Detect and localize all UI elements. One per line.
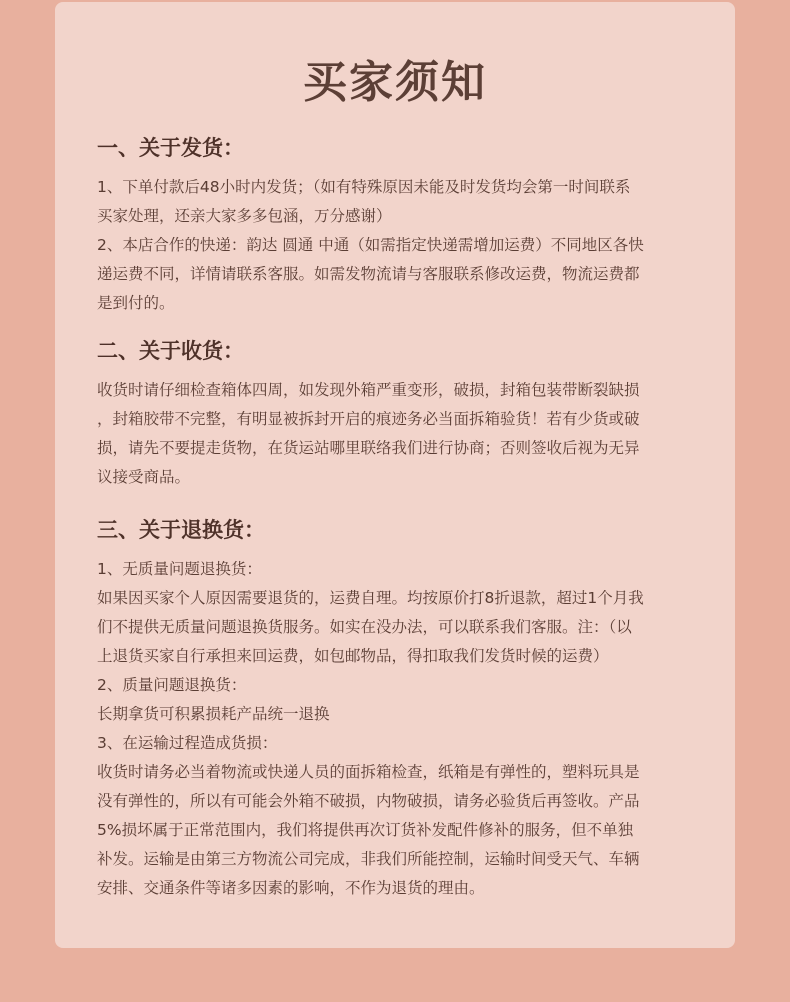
page-title: 买家须知 — [303, 57, 487, 108]
section-receiving — [97, 336, 697, 492]
section-heading-returns: 三、关于退换货： — [97, 518, 265, 542]
section-body-receiving: 收货时请仔细检查箱体四周，如发现外箱严重变形，破损，封箱包装带断裂缺损 ，封箱胶带不完整，有明显被拆封开启的痕迹务必当面拆箱验货！若有少货或破 损，请先不要提走货物，在货运站哪里联络我们进行协商；否则签收后视为无异 议接受商品。 — [97, 381, 640, 486]
notice-card — [55, 2, 735, 948]
section-returns — [97, 515, 697, 903]
section-heading-shipping: 一、关于发货： — [97, 136, 244, 160]
section-shipping — [97, 133, 697, 318]
section-heading-receiving: 二、关于收货： — [97, 339, 244, 363]
section-body-shipping: 1、下单付款后48小时内发货；（如有特殊原因未能及时发货均会第一时间联系 买家处理，还亲大家多多包涵，万分感谢） 2、本店合作的快递：韵达 圆通 中通（如需指定快递需增加运费）不同地区各快 递运费不同，详情请联系客服。如需发物流请与客服联系修改运费，物流运费都 是到付的。 — [97, 178, 644, 312]
section-body-returns: 1、无质量问题退换货： 如果因买家个人原因需要退货的，运费自理。均按原价打8折退款，超过1个月我 们不提供无质量问题退换货服务。如实在没办法，可以联系我们客服。注：（以 上退货买家自行承担来回运费，如包邮物品，得扣取我们发货时候的运费） 2、质量问题退换货： 长期拿货可积累损耗产品统一退换 3、在运输过程造成货损： 收货时请务必当着物流或快递人员的面拆箱检查，纸箱是有弹性的，塑料玩具是 没有弹性的，所以有可能会外箱不破损，内物破损，请务必验货后再签收。产品 5%损坏属于正常范围内，我们将提供再次订货补发配件修补的服务，但不单独 补发。运输是由第三方物流公司完成，非我们所能控制，运输时间受天气、车辆 安排、交通条件等诸多因素的影响，不作为退货的理由。 — [97, 560, 644, 897]
